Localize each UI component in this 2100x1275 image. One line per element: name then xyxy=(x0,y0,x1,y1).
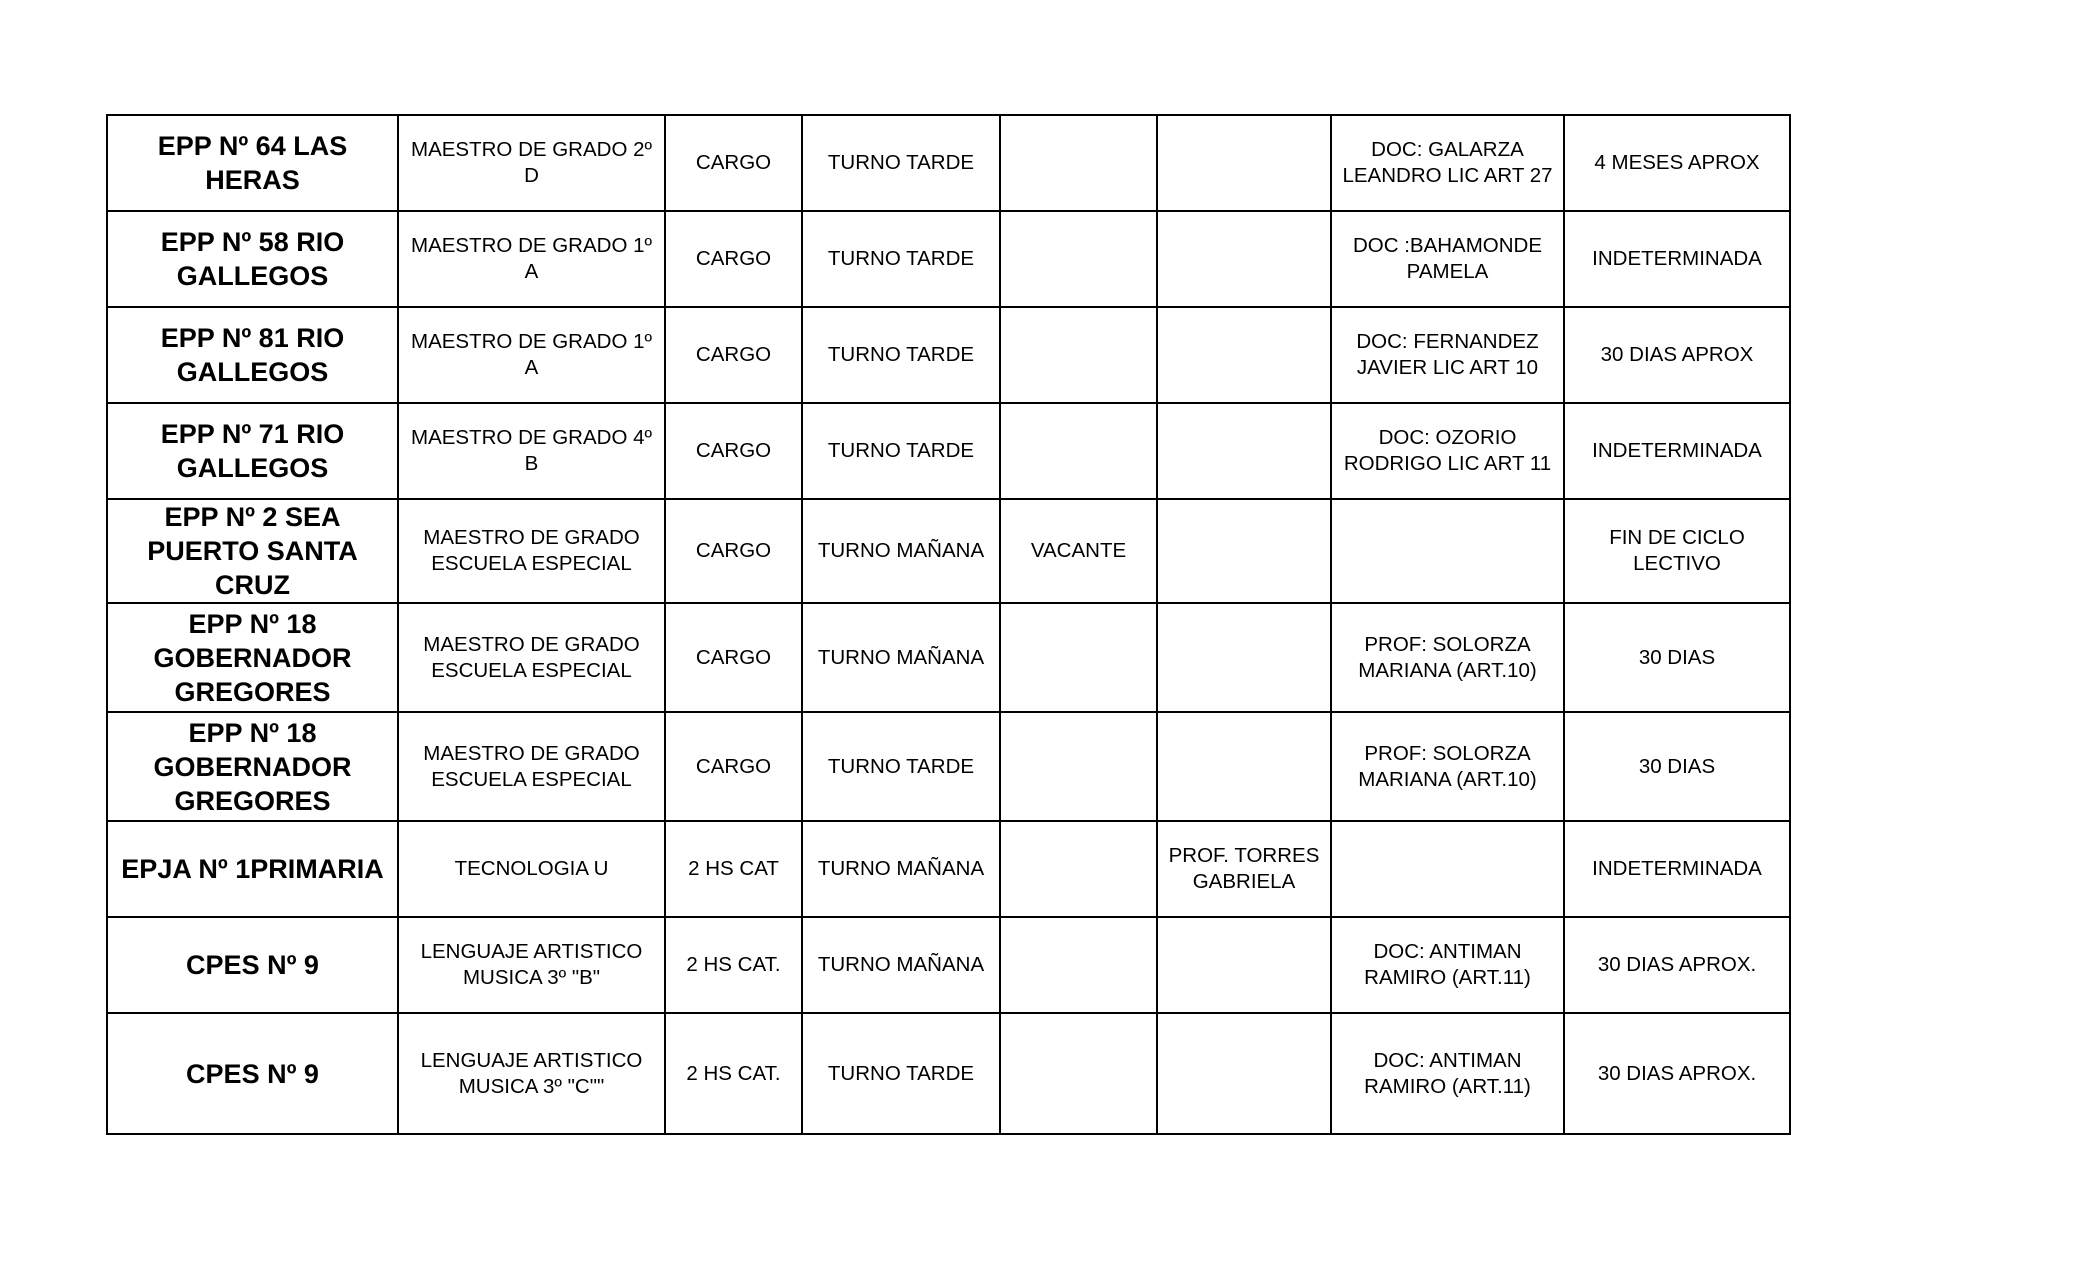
replaced-cell xyxy=(1157,211,1331,307)
shift-cell: TURNO TARDE xyxy=(802,1013,1000,1134)
position-cell: MAESTRO DE GRADO 1º A xyxy=(398,211,665,307)
holder-cell: DOC: OZORIO RODRIGO LIC ART 11 xyxy=(1331,403,1564,499)
status-cell xyxy=(1000,821,1157,917)
duration-cell: FIN DE CICLO LECTIVO xyxy=(1564,499,1790,603)
table-row xyxy=(107,307,1790,403)
type-cell: CARGO xyxy=(665,115,802,211)
position-cell: MAESTRO DE GRADO ESCUELA ESPECIAL xyxy=(398,712,665,821)
type-cell: CARGO xyxy=(665,211,802,307)
table-row xyxy=(107,403,1790,499)
table-row xyxy=(107,917,1790,1013)
replaced-cell xyxy=(1157,917,1331,1013)
shift-cell: TURNO TARDE xyxy=(802,211,1000,307)
status-cell xyxy=(1000,917,1157,1013)
school-cell: EPP Nº 81 RIO GALLEGOS xyxy=(107,307,398,403)
duration-cell: INDETERMINADA xyxy=(1564,211,1790,307)
duration-cell: 30 DIAS APROX xyxy=(1564,307,1790,403)
vacancies-table xyxy=(106,114,1791,1135)
school-cell: EPP Nº 18 GOBERNADOR GREGORES xyxy=(107,712,398,821)
type-cell: 2 HS CAT. xyxy=(665,1013,802,1134)
shift-cell: TURNO MAÑANA xyxy=(802,917,1000,1013)
school-cell: EPJA Nº 1PRIMARIA xyxy=(107,821,398,917)
status-cell xyxy=(1000,712,1157,821)
replaced-cell xyxy=(1157,603,1331,712)
school-cell: CPES Nº 9 xyxy=(107,917,398,1013)
holder-cell: PROF: SOLORZA MARIANA (ART.10) xyxy=(1331,603,1564,712)
replaced-cell xyxy=(1157,499,1331,603)
replaced-cell xyxy=(1157,115,1331,211)
position-cell: LENGUAJE ARTISTICO MUSICA 3º "B" xyxy=(398,917,665,1013)
shift-cell: TURNO MAÑANA xyxy=(802,499,1000,603)
duration-cell: 30 DIAS APROX. xyxy=(1564,917,1790,1013)
table-row xyxy=(107,603,1790,712)
holder-cell: DOC: GALARZA LEANDRO LIC ART 27 xyxy=(1331,115,1564,211)
type-cell: CARGO xyxy=(665,307,802,403)
status-cell xyxy=(1000,211,1157,307)
duration-cell: 30 DIAS APROX. xyxy=(1564,1013,1790,1134)
school-cell: EPP Nº 2 SEA PUERTO SANTA CRUZ xyxy=(107,499,398,603)
shift-cell: TURNO MAÑANA xyxy=(802,603,1000,712)
shift-cell: TURNO TARDE xyxy=(802,115,1000,211)
holder-cell: DOC: ANTIMAN RAMIRO (ART.11) xyxy=(1331,917,1564,1013)
type-cell: CARGO xyxy=(665,603,802,712)
replaced-cell xyxy=(1157,403,1331,499)
position-cell: LENGUAJE ARTISTICO MUSICA 3º "C"" xyxy=(398,1013,665,1134)
type-cell: CARGO xyxy=(665,403,802,499)
status-cell xyxy=(1000,307,1157,403)
status-cell xyxy=(1000,403,1157,499)
type-cell: 2 HS CAT xyxy=(665,821,802,917)
school-cell: EPP Nº 58 RIO GALLEGOS xyxy=(107,211,398,307)
position-cell: MAESTRO DE GRADO ESCUELA ESPECIAL xyxy=(398,499,665,603)
position-cell: MAESTRO DE GRADO ESCUELA ESPECIAL xyxy=(398,603,665,712)
position-cell: MAESTRO DE GRADO 4º B xyxy=(398,403,665,499)
duration-cell: 4 MESES APROX xyxy=(1564,115,1790,211)
shift-cell: TURNO TARDE xyxy=(802,307,1000,403)
position-cell: TECNOLOGIA U xyxy=(398,821,665,917)
duration-cell: INDETERMINADA xyxy=(1564,403,1790,499)
duration-cell: 30 DIAS xyxy=(1564,712,1790,821)
position-cell: MAESTRO DE GRADO 2º D xyxy=(398,115,665,211)
duration-cell: 30 DIAS xyxy=(1564,603,1790,712)
shift-cell: TURNO TARDE xyxy=(802,712,1000,821)
type-cell: 2 HS CAT. xyxy=(665,917,802,1013)
replaced-cell xyxy=(1157,712,1331,821)
shift-cell: TURNO TARDE xyxy=(802,403,1000,499)
school-cell: EPP Nº 18 GOBERNADOR GREGORES xyxy=(107,603,398,712)
school-cell: EPP Nº 71 RIO GALLEGOS xyxy=(107,403,398,499)
status-cell xyxy=(1000,603,1157,712)
table-row xyxy=(107,1013,1790,1134)
type-cell: CARGO xyxy=(665,499,802,603)
duration-cell: INDETERMINADA xyxy=(1564,821,1790,917)
holder-cell: DOC :BAHAMONDE PAMELA xyxy=(1331,211,1564,307)
replaced-cell xyxy=(1157,1013,1331,1134)
status-cell: VACANTE xyxy=(1000,499,1157,603)
table-row xyxy=(107,115,1790,211)
school-cell: CPES Nº 9 xyxy=(107,1013,398,1134)
replaced-cell xyxy=(1157,307,1331,403)
holder-cell: DOC: ANTIMAN RAMIRO (ART.11) xyxy=(1331,1013,1564,1134)
status-cell xyxy=(1000,1013,1157,1134)
table-row xyxy=(107,499,1790,603)
replaced-cell: PROF. TORRES GABRIELA xyxy=(1157,821,1331,917)
table-row xyxy=(107,211,1790,307)
holder-cell xyxy=(1331,499,1564,603)
shift-cell: TURNO MAÑANA xyxy=(802,821,1000,917)
table-row xyxy=(107,712,1790,821)
status-cell xyxy=(1000,115,1157,211)
position-cell: MAESTRO DE GRADO 1º A xyxy=(398,307,665,403)
school-cell: EPP Nº 64 LAS HERAS xyxy=(107,115,398,211)
holder-cell: PROF: SOLORZA MARIANA (ART.10) xyxy=(1331,712,1564,821)
table-row xyxy=(107,821,1790,917)
holder-cell: DOC: FERNANDEZ JAVIER LIC ART 10 xyxy=(1331,307,1564,403)
holder-cell xyxy=(1331,821,1564,917)
type-cell: CARGO xyxy=(665,712,802,821)
